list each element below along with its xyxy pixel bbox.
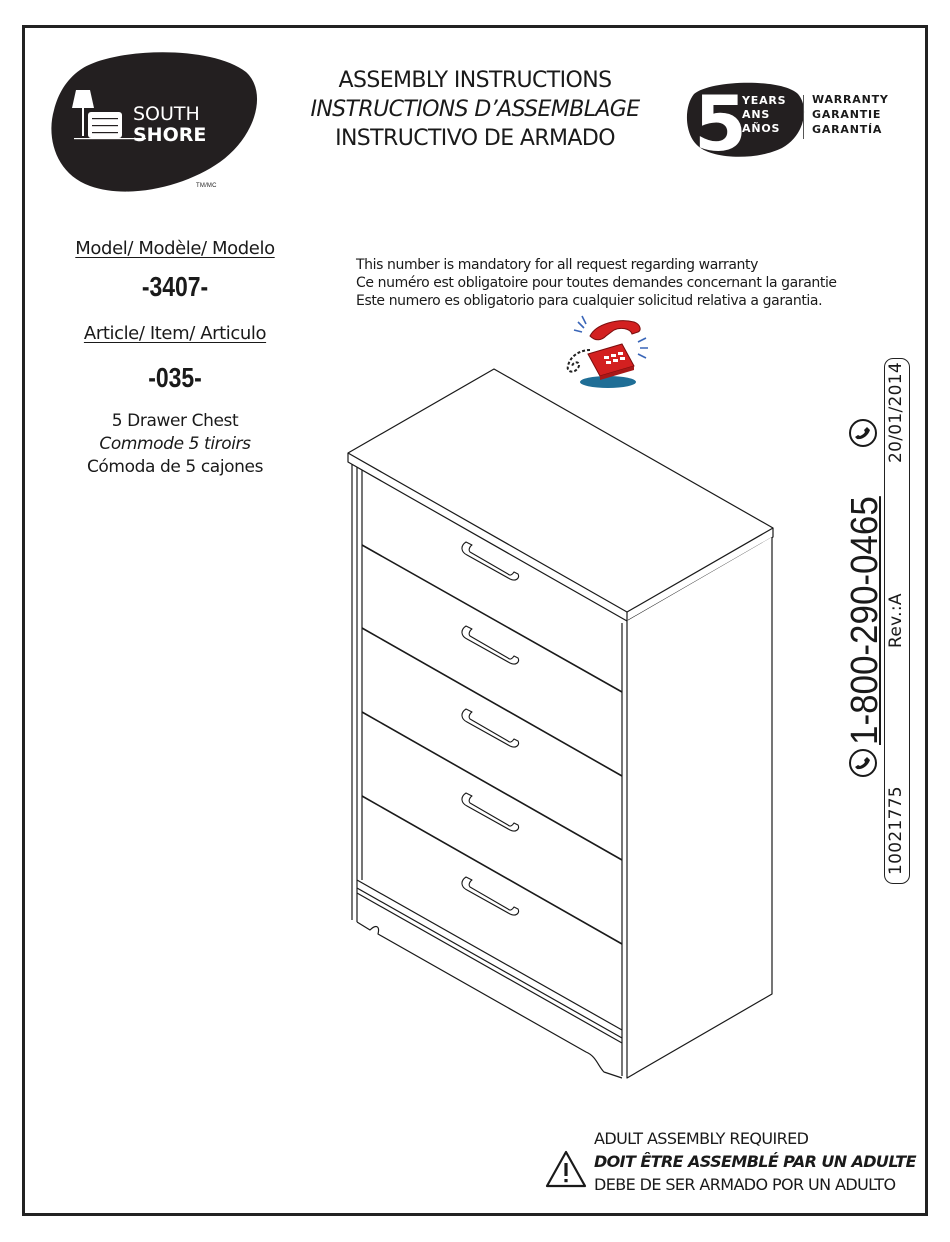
- phone-icon: [848, 748, 878, 778]
- drawer-handles: [462, 542, 519, 915]
- item-label: Article/ Item/ Articulo: [83, 323, 267, 344]
- trademark: TM/MC: [196, 183, 217, 189]
- svg-text:ANS: ANS: [742, 108, 771, 121]
- phone-icon: [848, 418, 878, 448]
- warranty-number-note: This number is mandatory for all request regarding warranty Ce numéro est obligatoire pour toutes demandes concernant la garantie Este numero es obligatorio para cualquier solicitud relativa a garantia.: [356, 257, 837, 309]
- logo-text-south: SOUTH: [133, 103, 200, 125]
- south-shore-logo: [50, 50, 260, 198]
- item-number: -035-: [148, 362, 202, 393]
- support-phone[interactable]: [846, 378, 886, 778]
- logo-text-shore: SHORE: [133, 124, 207, 146]
- product-description: 5 Drawer Chest Commode 5 tiroirs Cómoda de 5 cajones: [86, 411, 264, 477]
- document-date: 20/01/2014: [886, 362, 906, 463]
- title-french: INSTRUCTIONS D’ASSEMBLAGE: [310, 97, 640, 122]
- document-title: [290, 66, 660, 153]
- document-info-strip: [884, 358, 910, 884]
- support-phone-number[interactable]: 1-800-290-0465: [844, 496, 886, 745]
- warning-triangle-icon: [544, 1149, 588, 1189]
- adult-assembly-warning: ADULT ASSEMBLY REQUIRED DOIT ÊTRE ASSEMBLÉ PAR UN ADULTE DEBE DE SER ARMADO POR UN ADULTO: [594, 1129, 916, 1194]
- title-english: ASSEMBLY INSTRUCTIONS: [338, 68, 612, 93]
- revision: Rev.:A: [886, 593, 906, 648]
- warranty-labels: WARRANTY GARANTIE GARANTÍA: [812, 93, 889, 136]
- svg-text:AÑOS: AÑOS: [742, 122, 781, 135]
- model-label: Model/ Modèle/ Modelo: [75, 238, 275, 259]
- title-spanish: INSTRUCTIVO DE ARMADO: [335, 126, 615, 151]
- model-number: -3407-: [141, 271, 209, 302]
- product-info: [50, 238, 300, 479]
- document-number: 10021775: [886, 786, 906, 875]
- svg-text:YEARS: YEARS: [742, 94, 787, 107]
- warranty-divider: [803, 95, 804, 139]
- warranty-years-number: 5: [694, 80, 747, 160]
- chest-illustration: [340, 360, 800, 1090]
